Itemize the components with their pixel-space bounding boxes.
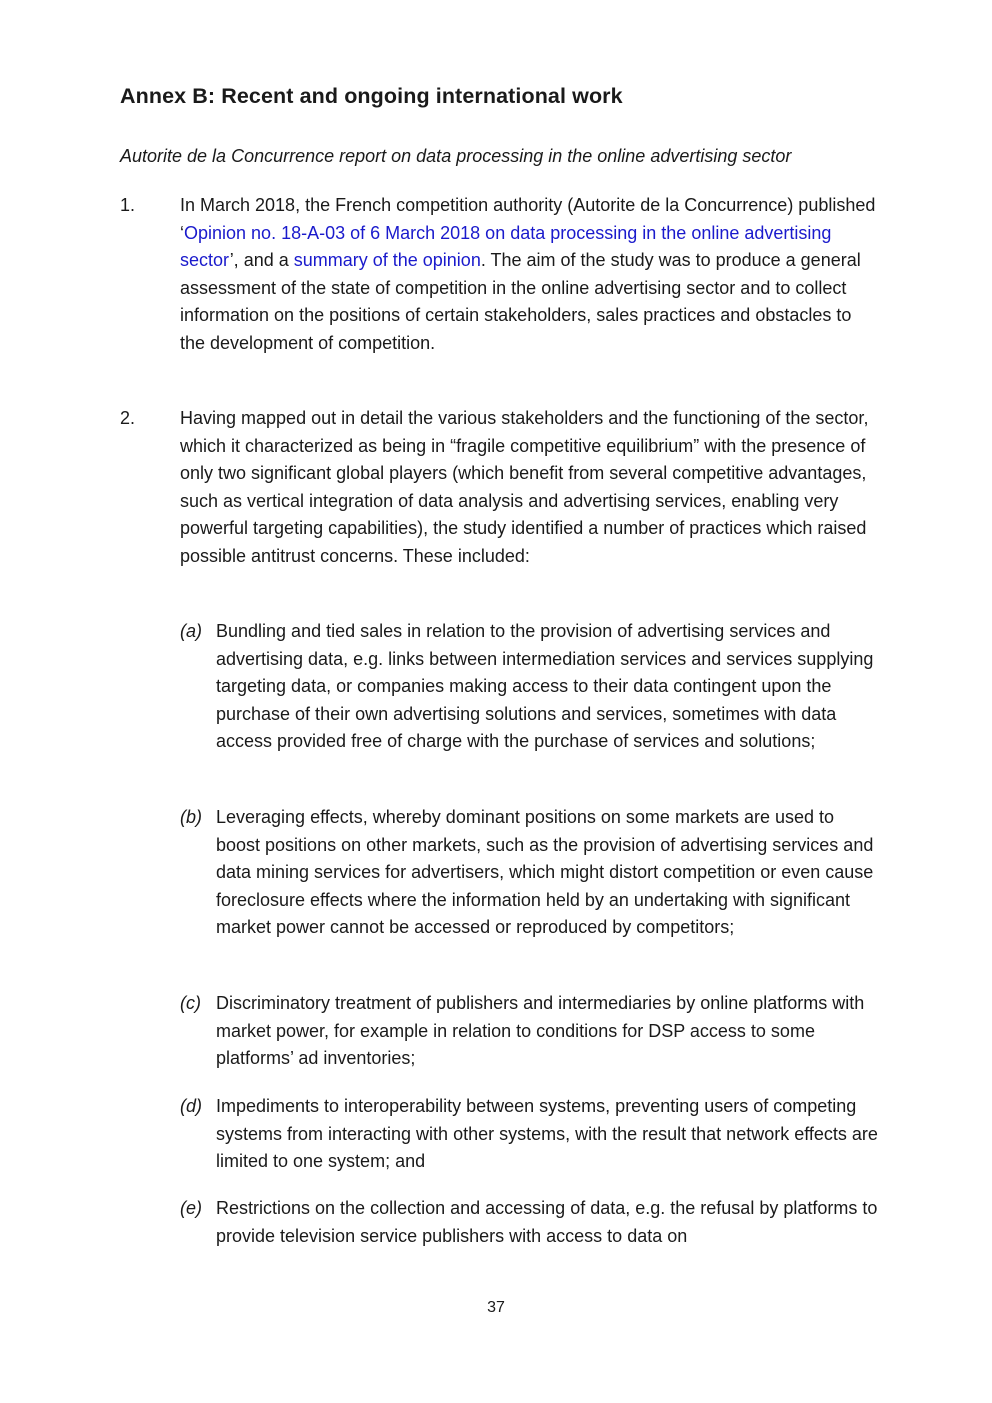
list-item-d <box>180 1093 880 1176</box>
list-item-label: (e) <box>180 1198 202 1218</box>
paragraph-text-segment: ’, and a <box>229 250 294 271</box>
paragraph-2 <box>120 405 880 571</box>
list-item-text: Discriminatory treatment of publishers and intermediaries by online platforms with market power, for example in relation to conditions for DSP access to some platforms’ ad inventories; <box>216 993 865 1069</box>
list-item-label: (c) <box>180 993 201 1013</box>
paragraph-1 <box>120 192 880 358</box>
page-number: 37 <box>487 1299 505 1316</box>
list-item-a <box>180 618 880 756</box>
section-subheading: Autorite de la Concurrence report on data processing in the online advertising sector <box>120 146 792 166</box>
list-item-text: Leveraging effects, whereby dominant positions on some markets are used to boost positions on other markets, such as the provision of advertising services and data mining services for advertisers, which might distort competition or even cause foreclosure effects where the information held by an undertaking with significant market power cannot be accessed or reproduced by competitors; <box>216 807 874 938</box>
page-title: Annex B: Recent and ongoing international work <box>120 84 623 108</box>
list-item-text: Bundling and tied sales in relation to the provision of advertising services and advertising data, e.g. links between intermediation services and services supplying targeting data, or companies making access to their data contingent upon the purchase of their own advertising solutions and services, sometimes with data access provided free of charge with the purchase of services and solutions; <box>216 621 874 752</box>
paragraph-text-segment: . The aim of the study was to produce a general assessment of the state of competition in the online advertising sector and to collect information on the positions of certain stakeholders, sales practices and obstacles to the development of competition. <box>180 250 861 353</box>
paragraph-text: Having mapped out in detail the various stakeholders and the functioning of the sector, which it characterized as being in “fragile competitive equilibrium” with the presence of only two significant global players (which benefit from several competitive advantages, such as vertical integration of data analysis and advertising services, enabling very powerful targeting capabilities), the study identified a number of practices which raised possible antitrust concerns. These included: <box>180 408 869 566</box>
paragraph-text-segment: In March 2018, the French competition authority (Autorite de la Concurrence) published ‘ <box>180 195 876 243</box>
list-item-c <box>180 990 880 1073</box>
list-item-b <box>180 804 880 942</box>
list-item-e <box>180 1195 880 1250</box>
opinion-link[interactable]: Opinion no. 18-A-03 of 6 March 2018 on data processing in the online advertising sector <box>180 222 832 271</box>
list-item-label: (d) <box>180 1096 202 1116</box>
summary-link[interactable]: summary of the opinion <box>293 250 481 271</box>
list-item-label: (a) <box>180 621 202 641</box>
list-item-label: (b) <box>180 807 202 827</box>
paragraph-text <box>180 192 880 358</box>
list-item-text: Impediments to interoperability between systems, preventing users of competing systems from interacting with other systems, with the result that network effects are limited to one system; and <box>216 1096 878 1172</box>
paragraph-number: 2. <box>120 408 136 428</box>
paragraph-number: 1. <box>120 195 136 215</box>
list-item-text: Restrictions on the collection and accessing of data, e.g. the refusal by platforms to provide television service publishers with access to data on <box>216 1198 878 1246</box>
